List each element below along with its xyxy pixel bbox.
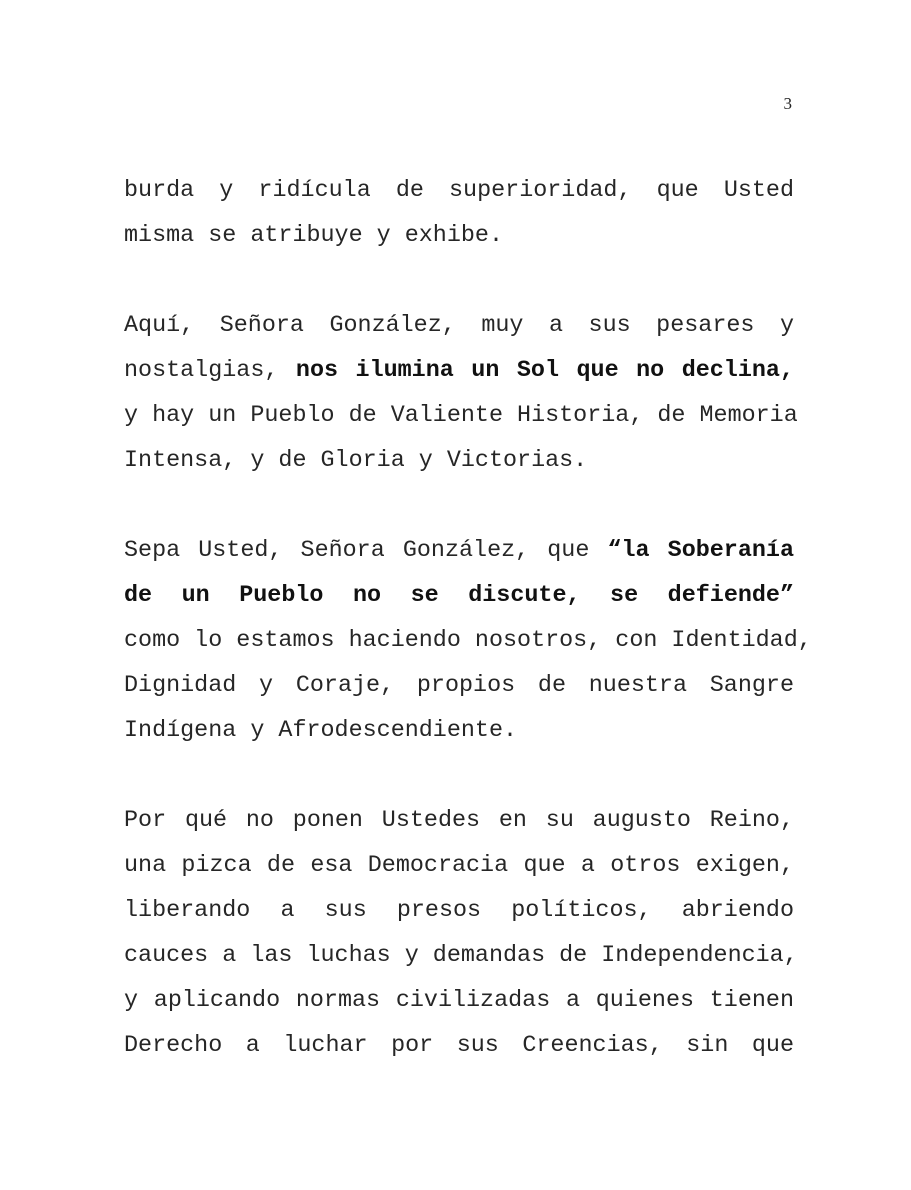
bold-text: “la Soberanía <box>607 538 794 564</box>
bold-text: de un Pueblo no se discute, se defiende” <box>124 583 794 609</box>
text-segment: Indígena y Afrodescendiente. <box>124 718 518 744</box>
text-line <box>124 895 794 927</box>
text-segment: y hay un Pueblo de Valiente Historia, de Memoria <box>124 403 798 429</box>
text-segment: Sepa Usted, Señora González, que <box>124 538 608 564</box>
text-segment: Intensa, y de Gloria y Victorias. <box>124 448 588 474</box>
text-line <box>124 400 798 432</box>
text-line <box>124 985 794 1017</box>
text-segment: cauces a las luchas y demandas de Independencia, <box>124 943 798 969</box>
text-line <box>124 805 794 837</box>
text-segment: una pizca de esa Democracia que a otros exigen, <box>124 853 794 879</box>
text-line <box>124 580 794 612</box>
text-segment: misma se atribuye y exhibe. <box>124 223 503 249</box>
text-line <box>124 445 794 477</box>
text-segment: Por qué no ponen Ustedes en su augusto Reino, <box>124 808 794 834</box>
text-line <box>124 1030 794 1062</box>
text-line <box>124 850 794 882</box>
text-segment: burda y ridícula de superioridad, que Usted <box>124 178 794 204</box>
text-line <box>124 625 812 657</box>
page-number: 3 <box>783 94 792 113</box>
text-segment: liberando a sus presos políticos, abriendo <box>124 898 794 924</box>
text-line <box>124 355 794 387</box>
text-segment: como lo estamos haciendo nosotros, con Identidad, <box>124 628 812 654</box>
text-line <box>124 940 798 972</box>
text-line <box>124 670 794 702</box>
text-segment: Derecho a luchar por sus Creencias, sin que <box>124 1033 794 1059</box>
text-line <box>124 715 794 747</box>
text-line <box>124 310 794 342</box>
text-line <box>124 220 794 252</box>
text-segment: nostalgias, <box>124 358 296 384</box>
text-segment: Dignidad y Coraje, propios de nuestra Sangre <box>124 673 794 699</box>
text-line <box>124 175 794 207</box>
text-segment: Aquí, Señora González, muy a sus pesares y <box>124 313 794 339</box>
bold-text: nos ilumina un Sol que no declina, <box>295 358 794 384</box>
text-segment: y aplicando normas civilizadas a quienes tienen <box>124 988 794 1014</box>
text-line <box>124 535 794 567</box>
